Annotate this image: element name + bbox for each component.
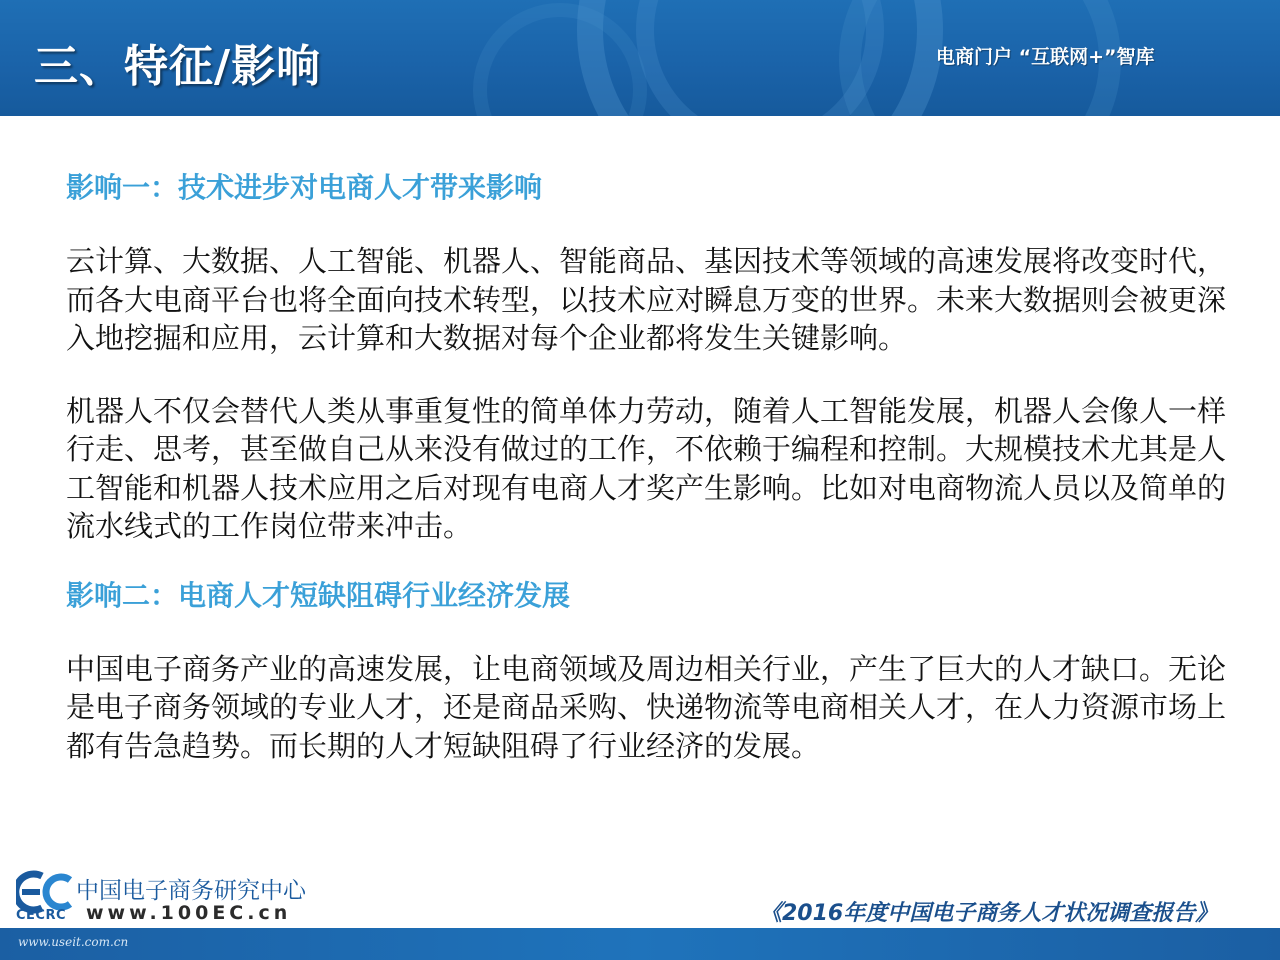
main-content	[66, 168, 1256, 765]
watermark-text: www.useit.com.cn	[18, 935, 129, 949]
organization-url: www.100EC.cn	[86, 902, 292, 924]
footer-bar	[0, 928, 1280, 960]
report-title: 《2016年度中国电子商务人才状况调查报告》	[760, 901, 1218, 926]
paragraph-talent-shortage: 中国电子商务产业的高速发展，让电商领域及周边相关行业，产生了巨大的人才缺口。无论是电子商务领域的专业人才，还是商品采购、快递物流等电商相关人才，在人力资源市场上都有告急趋势。而长期的人才短缺阻碍了行业经济的发展。	[66, 651, 1227, 763]
organization-name: 中国电子商务研究中心	[76, 878, 306, 904]
paragraph-technology: 云计算、大数据、人工智能、机器人、智能商品、基因技术等领域的高速发展将改变时代，而各大电商平台也将全面向技术转型，以技术应对瞬息万变的世界。未来大数据则会被更深入地挖掘和应用，云计算和大数据对每个企业都将发生关键影响。	[66, 244, 1227, 355]
logo-abbreviation: CECRC	[16, 908, 67, 923]
paragraph-robots: 机器人不仅会替代人类从事重复性的简单体力劳动，随着人工智能发展，机器人会像人一样行走、思考，甚至做自己从来没有做过的工作，不依赖于编程和控制。大规模技术尤其是人工智能和机器人技术应用之后对现有电商人才奖产生影响。比如对电商物流人员以及简单的流水线式的工作岗位带来冲击。	[66, 393, 1227, 543]
header-bar	[0, 0, 1280, 116]
section-heading-impact-two: 影响二：电商人才短缺阻碍行业经济发展	[66, 578, 571, 612]
header-brand-text: 电商门户 “互联网+”智库	[936, 46, 1155, 68]
page-title: 三、特征/影响	[34, 41, 322, 92]
section-heading-impact-one: 影响一：技术进步对电商人才带来影响	[66, 171, 543, 204]
